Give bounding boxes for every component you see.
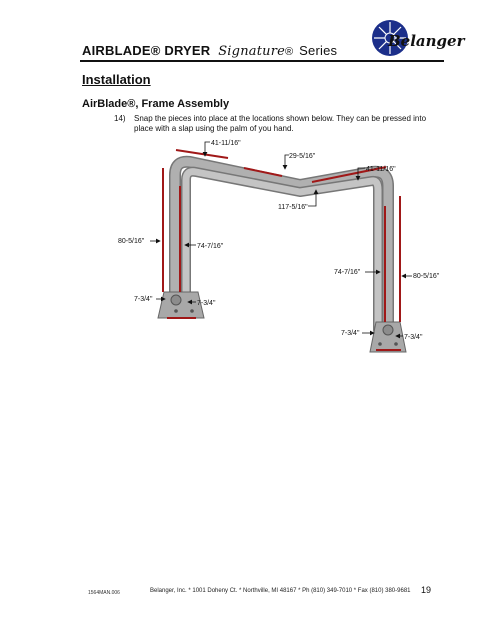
- title-signature: Signature: [218, 44, 286, 59]
- dim-top-right: 41-11/16": [366, 166, 396, 173]
- dim-right-outer: 80-5/16": [413, 273, 440, 280]
- title-main: AIRBLADE® DRYER: [82, 43, 211, 58]
- step-number: 14): [114, 114, 126, 123]
- dim-left-base-inner: 7-3/4": [197, 300, 216, 307]
- title-reg: ®: [285, 46, 294, 58]
- right-base-plate: [370, 322, 406, 352]
- dim-center: 117-5/16": [278, 204, 308, 211]
- logo-text: Belanger: [388, 32, 465, 50]
- dim-top-left: 41-11/16": [211, 140, 241, 147]
- footer-doc-code: 1564MAN.006: [88, 590, 120, 596]
- section-subheading: AirBlade®, Frame Assembly: [82, 98, 230, 110]
- dim-left-outer: 80-5/16": [118, 238, 145, 245]
- dim-right-inner: 74-7/16": [334, 269, 361, 276]
- dim-right-base-inner: 7-3/4": [404, 334, 423, 341]
- section-heading: Installation: [82, 72, 151, 87]
- dim-left-base-outer: 7-3/4": [134, 296, 153, 303]
- dim-left-inner: 74-7/16": [197, 243, 224, 250]
- step-text: Snap the pieces into place at the locations shown below. They can be pressed into place with a slap using the palm of you hand.: [134, 114, 427, 133]
- page-number: 19: [421, 585, 432, 595]
- dim-top-middle: 29-5/16": [289, 153, 316, 160]
- title-series: Series: [299, 43, 338, 58]
- dim-right-base-outer: 7-3/4": [341, 330, 360, 337]
- footer-address: Belanger, Inc. * 1001 Doheny Ct. * Northville, MI 48167 * Ph (810) 349-7010 * Fax (810) 380-9681: [150, 588, 411, 594]
